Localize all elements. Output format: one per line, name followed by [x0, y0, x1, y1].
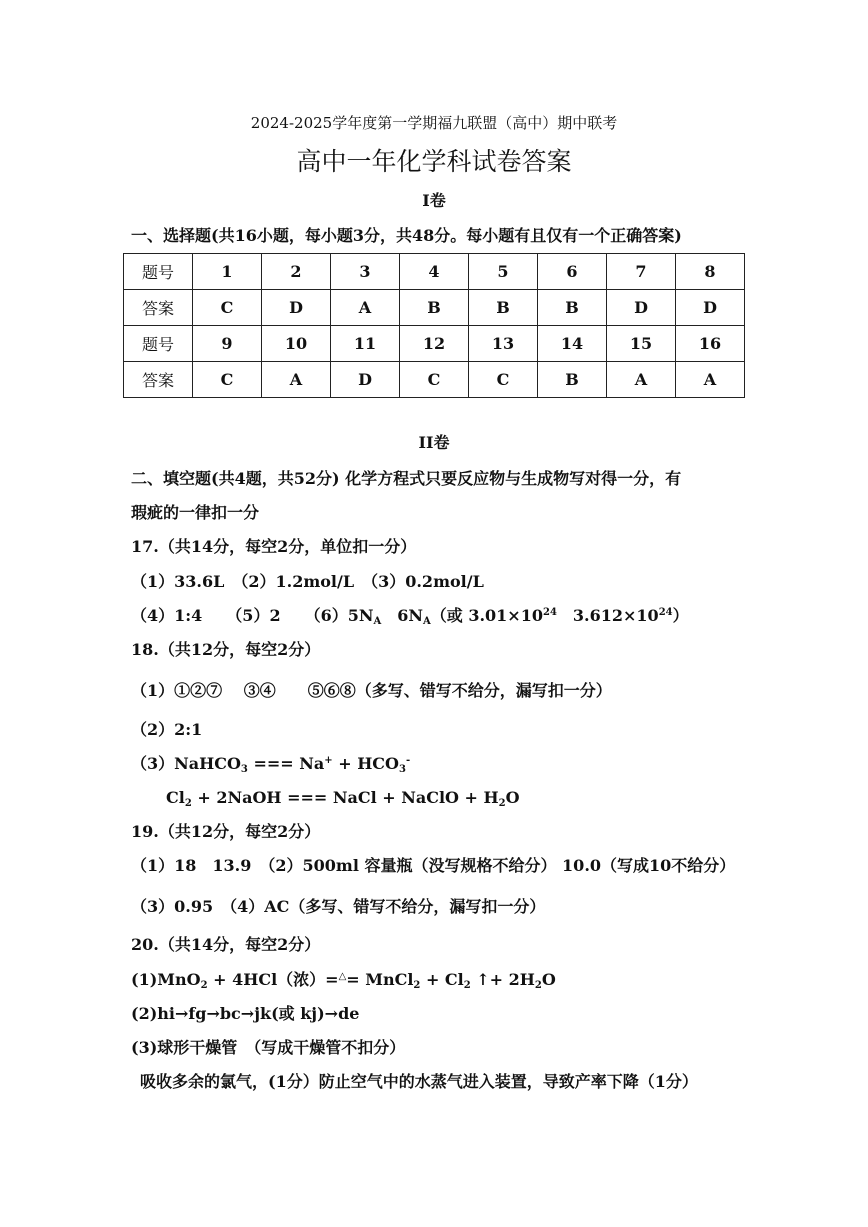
part-one-label: I卷 [422, 191, 446, 210]
q17-line-2-text: 3.612×10 [556, 606, 659, 625]
question-number-cell: 3 [331, 254, 400, 290]
q17-line-2-text: 6N [381, 606, 423, 625]
q20-heading: 20.（共14分，每空2分） [131, 935, 321, 954]
q20-line-1-text: + Cl [420, 970, 464, 989]
answer-cell: A [676, 362, 745, 398]
q20-line-3: (3)球形干燥管 （写成干燥管不扣分） [131, 1038, 406, 1057]
q18-line-4-text: Cl [166, 788, 185, 807]
answer-cell: B [469, 290, 538, 326]
question-number-cell: 14 [538, 326, 607, 362]
answer-cell: B [400, 290, 469, 326]
answer-cell: C [193, 290, 262, 326]
question-number-cell: 12 [400, 326, 469, 362]
answer-cell: D [331, 362, 400, 398]
answer-cell: B [538, 290, 607, 326]
q17-line-2-text: （或 3.01×10 [430, 606, 543, 625]
q17-line-1: （1）33.6L （2）1.2mol/L （3）0.2mol/L [131, 572, 484, 591]
q18-heading: 18.（共12分，每空2分） [131, 640, 321, 659]
exam-header: 2024-2025学年度第一学期福九联盟（高中）期中联考 [250, 114, 618, 132]
q18-subscript: 2 [498, 798, 506, 809]
row-label-answer: 答案 [124, 290, 193, 326]
q20-subscript: 2 [413, 980, 421, 991]
q18-line-4-text: + 2NaOH === NaCl + NaClO + H [191, 788, 499, 807]
question-number-cell: 11 [331, 326, 400, 362]
q20-subscript: 2 [463, 980, 471, 991]
q20-line-1-text: O [541, 970, 556, 989]
question-number-cell: 6 [538, 254, 607, 290]
q18-line-3 [131, 753, 410, 775]
q18-line-2: （2）2:1 [131, 720, 203, 739]
q20-line-1-text: ↑+ 2H [470, 970, 535, 989]
q20-line-1-text: (1)MnO [131, 970, 201, 989]
answer-cell: C [469, 362, 538, 398]
q20-line-4: 吸收多余的氯气，(1分）防止空气中的水蒸气进入装置，导致产率下降（1分） [140, 1072, 698, 1091]
answer-cell: B [538, 362, 607, 398]
q18-line-4-text: O [505, 788, 520, 807]
question-number-cell: 4 [400, 254, 469, 290]
q17-superscript: 24 [542, 607, 557, 618]
q19-line-2: （3）0.95 （4）AC（多写、错写不给分，漏写扣一分） [131, 897, 546, 916]
q18-superscript: + [324, 755, 333, 766]
q17-line-2-text: ） [672, 606, 689, 625]
q20-line-1 [131, 969, 556, 991]
q20-subscript: 2 [534, 980, 542, 991]
answer-row [124, 290, 745, 326]
question-number-cell: 13 [469, 326, 538, 362]
q18-line-3-text: + HCO [332, 754, 399, 773]
q20-subscript: 2 [200, 980, 208, 991]
row-label-question: 题号 [124, 254, 193, 290]
question-number-cell: 2 [262, 254, 331, 290]
q18-subscript: 2 [184, 798, 192, 809]
question-number-cell: 1 [193, 254, 262, 290]
question-number-cell: 15 [607, 326, 676, 362]
q19-heading: 19.（共12分，每空2分） [131, 822, 321, 841]
part-two-label: II卷 [418, 433, 450, 452]
answer-cell: C [400, 362, 469, 398]
question-number-row [124, 326, 745, 362]
page-title: 高中一年化学科试卷答案 [296, 147, 572, 176]
q20-superscript: △ [338, 971, 347, 982]
answer-cell: A [607, 362, 676, 398]
q17-heading: 17.（共14分，每空2分，单位扣一分） [131, 537, 417, 556]
row-label-answer: 答案 [124, 362, 193, 398]
question-number-cell: 8 [676, 254, 745, 290]
section-two-heading: 二、填空题(共4题，共52分) 化学方程式只要反应物与生成物写对得一分，有 [131, 469, 682, 488]
q18-subscript: 3 [240, 764, 248, 775]
answer-cell: D [676, 290, 745, 326]
row-label-question: 题号 [124, 326, 193, 362]
q17-line-2-text: （4）1:4 （5）2 （6）5N [131, 606, 374, 625]
section-two-heading-cont: 瑕疵的一律扣一分 [131, 503, 260, 522]
answer-cell: A [262, 362, 331, 398]
q18-superscript: - [405, 755, 411, 766]
q18-line-3-text: === Na [247, 754, 325, 773]
answer-cell: D [607, 290, 676, 326]
q17-line-2 [131, 605, 689, 627]
q18-subscript: 3 [398, 764, 406, 775]
question-number-cell: 16 [676, 326, 745, 362]
q18-line-1: （1）①②⑦ ③④ ⑤⑥⑧（多写、错写不给分，漏写扣一分） [131, 681, 612, 700]
q20-line-2: (2)hi→fg→bc→jk(或 kj)→de [131, 1004, 360, 1023]
question-number-cell: 7 [607, 254, 676, 290]
q20-line-1-text: + 4HCl（浓）= [207, 970, 339, 989]
answer-cell: C [193, 362, 262, 398]
question-number-cell: 10 [262, 326, 331, 362]
q19-line-1: （1）18 13.9 （2）500ml 容量瓶（没写规格不给分） 10.0（写成10不给分） [131, 856, 736, 875]
answer-cell: D [262, 290, 331, 326]
answer-table [123, 253, 745, 398]
answer-cell: A [331, 290, 400, 326]
question-number-row [124, 254, 745, 290]
q17-superscript: 24 [658, 607, 673, 618]
answer-row [124, 362, 745, 398]
section-one-heading: 一、选择题(共16小题，每小题3分，共48分。每小题有且仅有一个正确答案) [131, 226, 682, 245]
q17-subscript: A [423, 616, 431, 627]
q20-line-1-text: = MnCl [346, 970, 414, 989]
question-number-cell: 5 [469, 254, 538, 290]
q18-line-4 [166, 787, 520, 809]
q18-line-3-text: （3）NaHCO [131, 754, 241, 773]
q17-subscript: A [373, 616, 382, 627]
question-number-cell: 9 [193, 326, 262, 362]
